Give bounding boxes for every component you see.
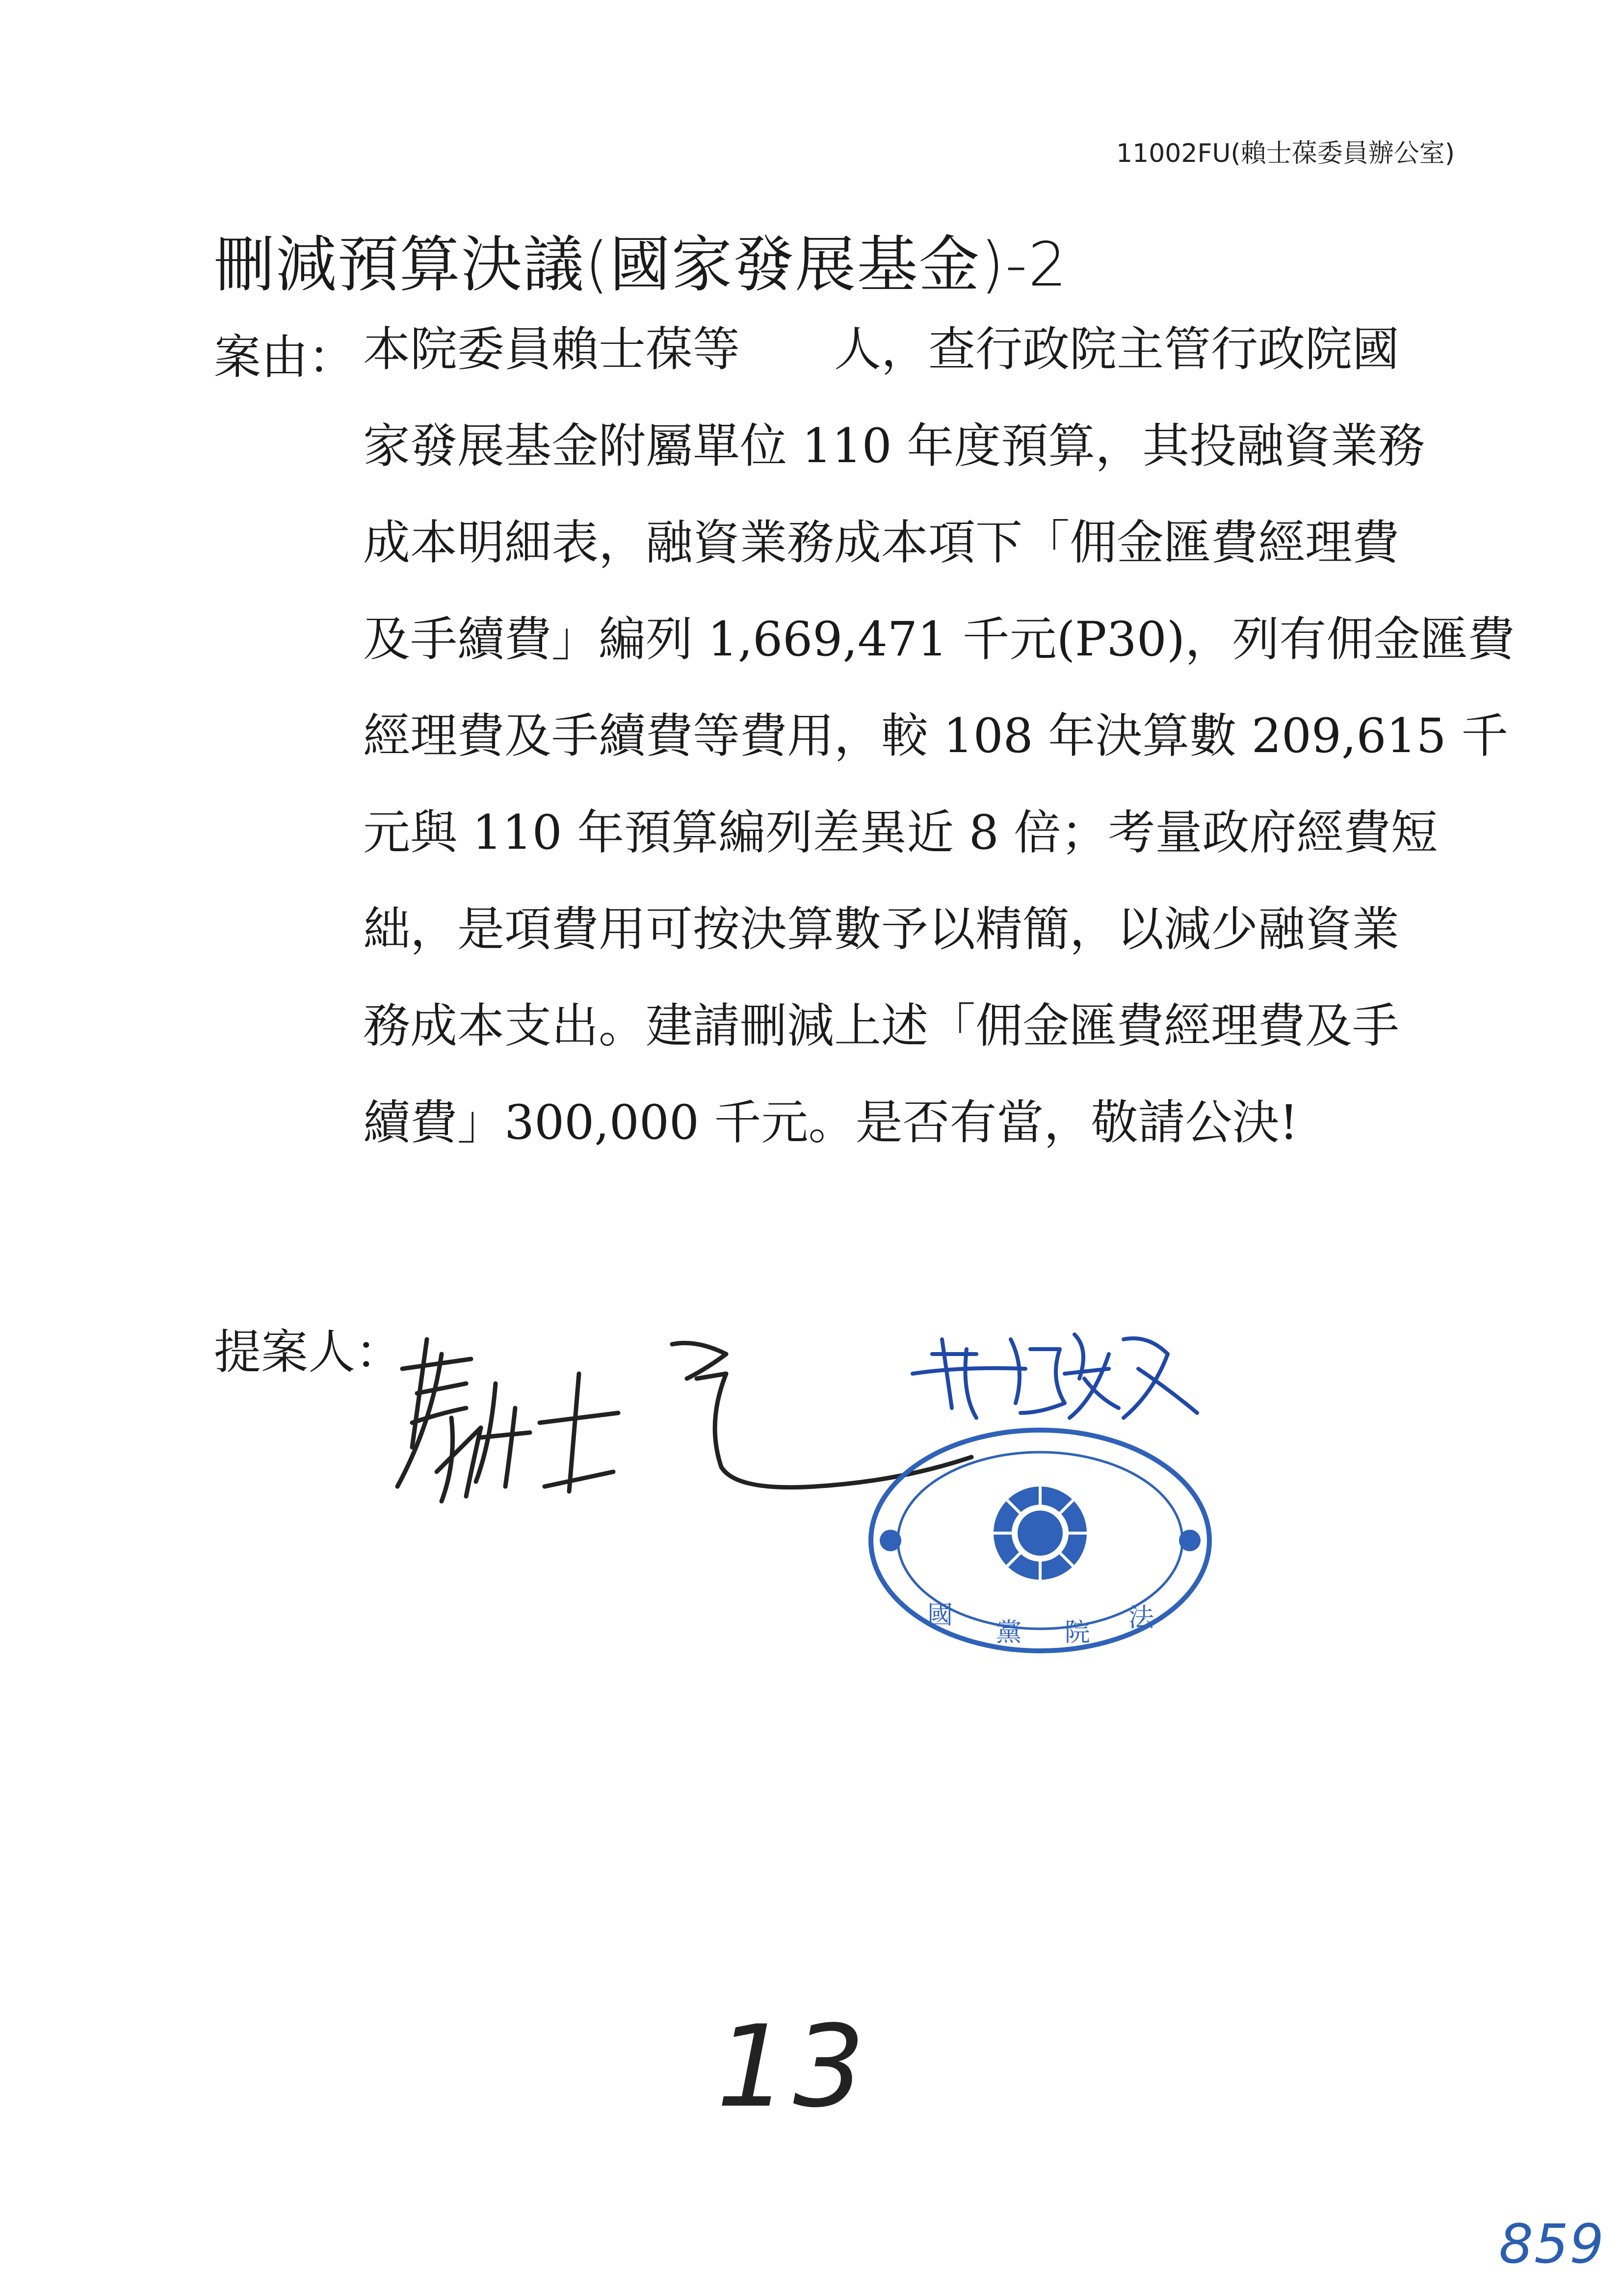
case-body (363, 320, 1515, 1190)
case-line: 務成本支出。建請刪減上述「佣金匯費經理費及手 (363, 998, 1399, 1053)
case-line: 元與 110 年預算編列差異近 8 倍；考量政府經費短 (363, 805, 1438, 860)
case-line: 續費」300,000 千元。是否有當，敬請公決! (363, 1095, 1299, 1150)
office-reference: 11002FU(賴士葆委員辦公室) (1116, 139, 1455, 168)
corner-number: 859 (1499, 2213, 1605, 2275)
case-label: 案由： (214, 330, 355, 385)
signature-cheng (903, 1320, 1207, 1428)
case-line: 經理費及手續費等費用，較 108 年決算數 209,615 千 (363, 708, 1509, 763)
case-line: 及手續費」編列 1,669,471 千元(P30)，列有佣金匯費 (363, 612, 1515, 667)
svg-text:法: 法 (1128, 1603, 1154, 1633)
case-line: 絀，是項費用可按決算數予以精簡，以減少融資業 (363, 902, 1399, 957)
svg-text:院: 院 (1065, 1618, 1091, 1647)
svg-text:黨: 黨 (996, 1618, 1022, 1647)
svg-text:國: 國 (927, 1601, 953, 1630)
case-line: 家發展基金附屬單位 110 年度預算，其投融資業務 (363, 418, 1425, 473)
case-line: 本院委員賴士葆等 人，查行政院主管行政院國 (363, 322, 1399, 377)
party-seal (854, 1418, 1227, 1673)
case-line: 成本明細表，融資業務成本項下「佣金匯費經理費 (363, 515, 1399, 570)
document-title: 刪減預算決議(國家發展基金)-2 (214, 230, 1068, 300)
handwritten-page-number: 13 (716, 2002, 870, 2133)
proposer-label: 提案人： (214, 1325, 402, 1380)
